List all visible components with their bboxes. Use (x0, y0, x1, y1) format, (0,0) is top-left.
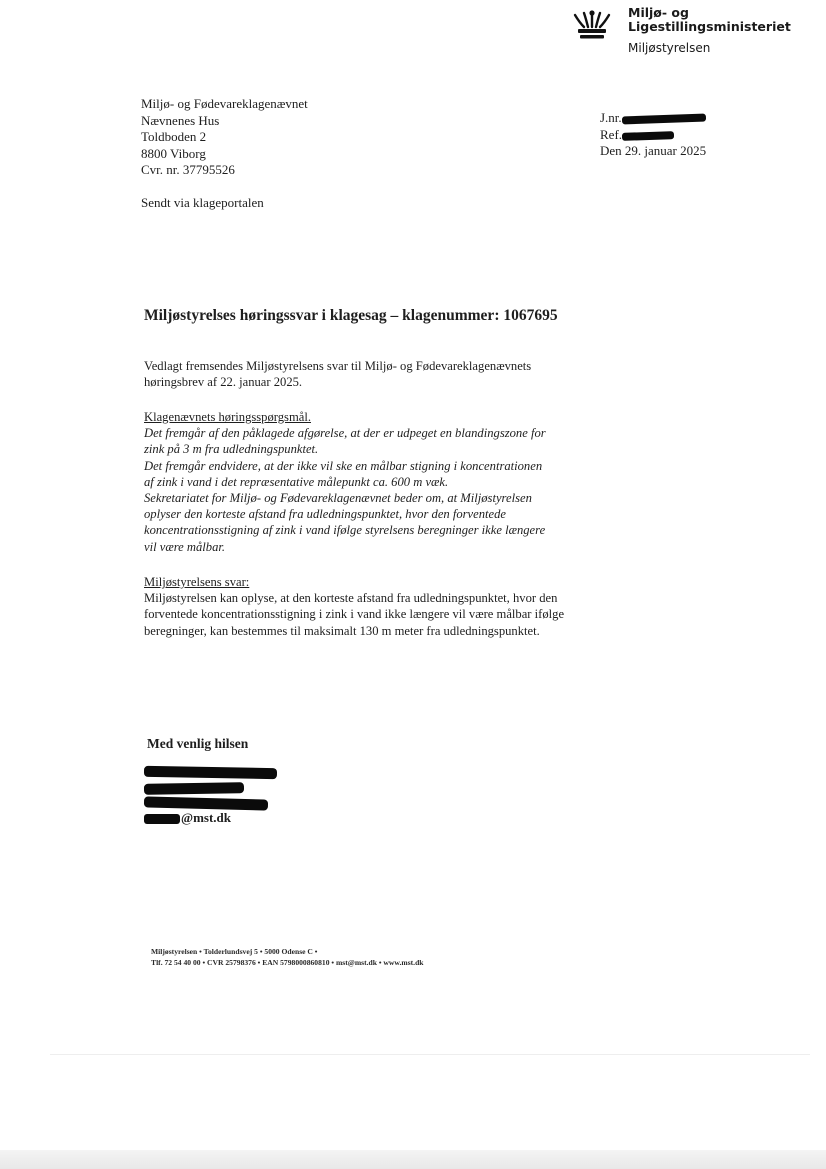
footer-line: Miljøstyrelsen • Tolderlundsvej 5 • 5000 Odense C • (151, 947, 318, 956)
crown-icon (572, 9, 612, 41)
recipient-line: Cvr. nr. 37795526 (141, 162, 235, 178)
intro-line: Vedlagt fremsendes Miljøstyrelsens svar til Miljø- og Fødevareklagenævnets (144, 359, 532, 373)
reference-label: Ref. (600, 126, 623, 142)
question-section (144, 409, 614, 555)
recipient-address (141, 96, 308, 179)
question-heading: Klagenævnets høringsspørgsmål. (144, 410, 311, 424)
intro-line: høringsbrev af 22. januar 2025. (144, 375, 303, 390)
ministry-line-2: Ligestillingsministeriet (628, 19, 791, 34)
closing-greeting: Med venlig hilsen (147, 736, 249, 751)
redaction-mark (144, 782, 244, 795)
redaction-mark (622, 114, 706, 125)
question-line: Det fremgår af den påklagede afgørelse, at der er udpeget en blandingszone for (144, 426, 546, 441)
redaction-mark (144, 796, 268, 810)
answer-section (144, 574, 614, 639)
question-line: Det fremgår endvidere, at der ikke vil ske en målbar stigning i koncentrationen (144, 458, 543, 473)
recipient-line: Miljø- og Fødevareklagenævnet (141, 96, 308, 111)
intro-paragraph (144, 358, 614, 390)
scan-line (50, 1054, 810, 1055)
recipient-line: 8800 Viborg (141, 145, 206, 161)
question-line: af zink i vand i det repræsentative målepunkt ca. 600 m væk. (144, 474, 449, 489)
question-line: Sekretariatet for Miljø- og Fødevareklagenævnet beder om, at Miljøstyrelsen (144, 491, 532, 506)
ministry-name (628, 6, 818, 34)
recipient-line: Toldboden 2 (141, 129, 207, 145)
question-line: koncentrationsstigning af zink i vand ifølge styrelsens beregninger ikke længere (144, 523, 546, 538)
agency-name: Miljøstyrelsen (628, 41, 711, 55)
journal-number (600, 110, 800, 127)
signer-email (144, 810, 231, 826)
footer-line: Tlf. 72 54 40 00 • CVR 25798376 • EAN 5798000860810 • mst@mst.dk • www.mst.dk (151, 958, 424, 967)
redaction-mark (144, 814, 180, 824)
page-edge (0, 1150, 826, 1169)
letter-date: Den 29. januar 2025 (600, 143, 707, 158)
question-line: zink på 3 m fra udledningspunktet. (144, 442, 319, 457)
sent-via: Sendt via klageportalen (141, 195, 264, 210)
redaction-mark (144, 766, 277, 779)
reference-block (600, 110, 800, 160)
email-domain: @mst.dk (181, 810, 232, 825)
answer-line: forventede koncentrationsstigning i zink i vand ikke længere vil være målbar ifølge (144, 607, 565, 622)
redaction-mark (622, 131, 674, 141)
letter-title: Miljøstyrelses høringssvar i klagesag – klagenummer: 1067695 (144, 307, 558, 324)
answer-line: Miljøstyrelsen kan oplyse, at den korteste afstand fra udledningspunktet, hvor den (144, 591, 558, 606)
recipient-line: Nævnenes Hus (141, 112, 220, 128)
question-line: oplyser den korteste afstand fra udledningspunktet, hvor den forventede (144, 507, 506, 522)
answer-line: beregninger, kan bestemmes til maksimalt 130 m meter fra udledningspunktet. (144, 623, 540, 638)
journal-number-label: J.nr. (600, 110, 622, 125)
ministry-line-1: Miljø- og (628, 5, 689, 20)
reference-initials (600, 127, 800, 144)
answer-heading: Miljøstyrelsens svar: (144, 575, 250, 589)
footer-contact (151, 946, 424, 968)
question-line: vil være målbar. (144, 539, 226, 554)
